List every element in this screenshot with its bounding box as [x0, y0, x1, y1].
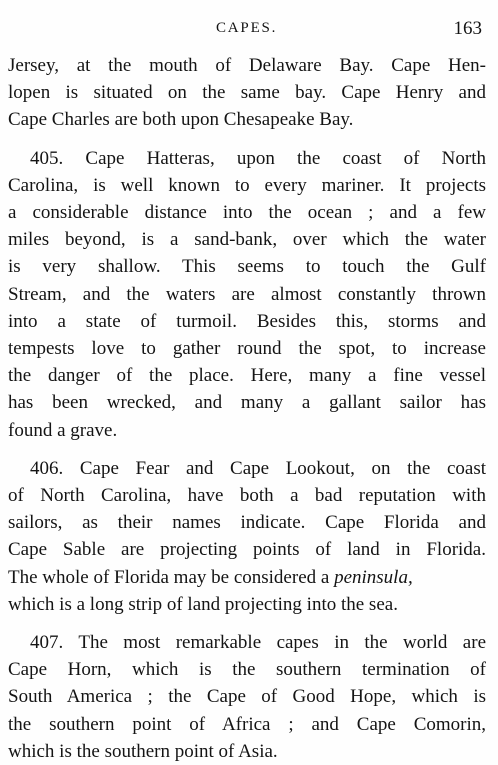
text-line: Jersey, at the mouth of Delaware Bay. Cape Hen-	[8, 55, 486, 76]
text-segment: The whole of Florida may be considered a	[8, 566, 330, 588]
page-number: 163	[453, 18, 482, 39]
text-line: a considerable distance into the ocean ; and a few	[8, 202, 486, 224]
text-line: is very shallow. This seems to touch the Gulf	[8, 256, 486, 278]
text-line: into a state of turmoil. Besides this, storms and	[8, 310, 486, 332]
text-line: South America ; the Cape of Good Hope, which is	[8, 686, 486, 708]
paragraph-407	[8, 629, 486, 765]
text-line: Cape Sable are projecting points of land in Florida.	[8, 539, 486, 561]
text-line: tempests love to gather round the spot, to increase	[8, 338, 486, 360]
text-line: of North Carolina, have both a bad reputation with	[8, 485, 486, 507]
paragraph-406	[8, 455, 486, 618]
book-page	[8, 18, 486, 765]
text-line: has been wrecked, and many a gallant sailor has	[8, 392, 486, 414]
text-line: sailors, as their names indicate. Cape Florida and	[8, 512, 486, 534]
text-line	[8, 564, 486, 591]
text-line: Stream, and the waters are almost constantly thrown	[8, 283, 486, 305]
text-line: which is a long strip of land projecting into the sea.	[8, 593, 398, 615]
text-line: which is the southern point of Asia.	[8, 740, 278, 762]
text-line: found a grave.	[8, 419, 118, 441]
paragraph-405	[8, 145, 486, 444]
text-line: the danger of the place. Here, many a fine vessel	[8, 365, 486, 387]
text-line: lopen is situated on the same bay. Cape Henry and	[8, 82, 486, 104]
running-title: CAPES.	[216, 20, 278, 36]
running-head	[8, 18, 486, 52]
text-line: 405. Cape Hatteras, upon the coast of North	[30, 147, 486, 169]
text-line: Cape Charles are both upon Chesapeake Bay.	[8, 109, 354, 131]
text-line: 407. The most remarkable capes in the world are	[30, 632, 486, 654]
text-line: 406. Cape Fear and Cape Lookout, on the coast	[30, 457, 486, 479]
text-line: the southern point of Africa ; and Cape Comorin,	[8, 713, 486, 735]
text-line: Carolina, is well known to every mariner. It projects	[8, 174, 486, 196]
text-line: miles beyond, is a sand-bank, over which the water	[8, 229, 486, 251]
paragraph-continuation	[8, 52, 486, 134]
italic-term: peninsula,	[334, 566, 413, 588]
text-line: Cape Horn, which is the southern termination of	[8, 659, 486, 681]
